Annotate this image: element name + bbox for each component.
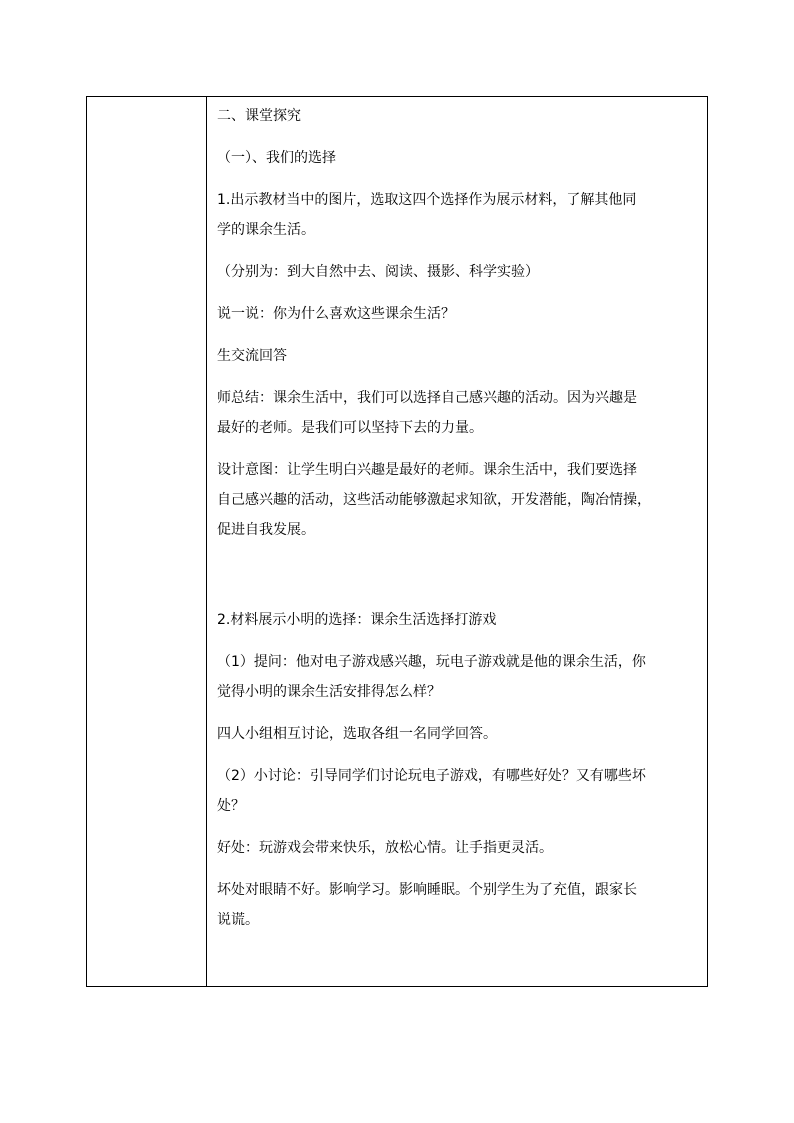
table-content-cell [207,97,707,986]
text-line: 说谎。 [217,912,259,928]
text-line: 说一说：你为什么喜欢这些课余生活？ [217,306,455,322]
text-line: 二、课堂探究 [217,108,301,124]
paragraph [217,143,701,173]
text-line: 好处：玩游戏会带来快乐，放松心情。让手指更灵活。 [217,840,553,856]
text-line: （1）提问：他对电子游戏感兴趣，玩电子游戏就是他的课余生活，你 [217,654,646,670]
paragraph [217,383,701,443]
text-line: （一）、我们的选择 [217,150,336,166]
text-line: 生交流回答 [217,348,287,364]
text-line: 师总结：课余生活中，我们可以选择自己感兴趣的活动。因为兴趣是 [217,390,637,406]
paragraph [217,101,701,131]
paragraph [217,761,701,821]
text-line: 最好的老师。是我们可以坚持下去的力量。 [217,420,483,436]
paragraph [217,185,701,245]
lesson-plan-table [86,96,708,987]
paragraph [217,341,701,371]
table-left-cell [87,97,207,986]
paragraph [217,647,701,707]
paragraph [217,875,701,935]
text-line: 处？ [217,798,245,814]
paragraph [217,455,701,545]
text-line: 坏处对眼睛不好。影响学习。影响睡眠。个别学生为了充值，跟家长 [217,882,637,898]
text-line: 促进自我发展。 [217,522,315,538]
text-line: 自己感兴趣的活动，这些活动能够激起求知欲，开发潜能，陶冶情操， [217,492,651,508]
text-line: 1.出示教材当中的图片，选取这四个选择作为展示材料，了解其他同 [217,192,637,208]
text-line: 四人小组相互讨论，选取各组一名同学回答。 [217,726,497,742]
text-line: （分别为：到大自然中去、阅读、摄影、科学实验） [217,264,539,280]
text-line: （2）小讨论：引导同学们讨论玩电子游戏，有哪些好处？又有哪些坏 [217,768,646,784]
paragraph [217,605,701,635]
paragraph [217,833,701,863]
text-line: 学的课余生活。 [217,222,315,238]
paragraph [217,719,701,749]
text-line: 觉得小明的课余生活安排得怎么样？ [217,684,441,700]
text-line: 2.材料展示小明的选择：课余生活选择打游戏 [217,612,497,628]
paragraph [217,299,701,329]
text-line: 设计意图：让学生明白兴趣是最好的老师。课余生活中，我们要选择 [217,462,637,478]
paragraph [217,257,701,287]
